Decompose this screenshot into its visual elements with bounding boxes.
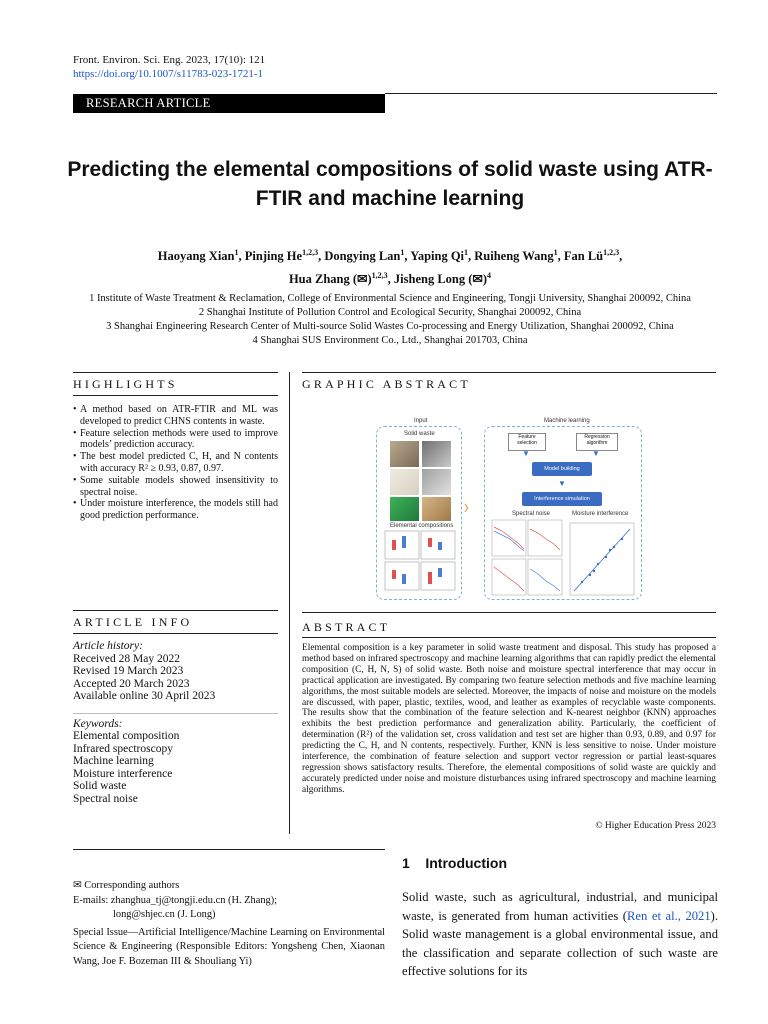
abstract-rule-top [302,612,716,613]
author-line-1: Haoyang Xian$^1$, Pinjing He$^{1,2,3}$, Dongying Lan$^1$, Yaping Qi$^1$, Ruiheng Wang$^1$, Fan Lü$^{1,2,3}$, [157,248,623,264]
article-info-rule-top [73,610,278,611]
affiliations [40,292,740,348]
ga-moisture-label: Moisture interference [572,511,629,517]
chevron-right-icon: ❯ [463,503,470,512]
author-list [80,243,700,289]
highlights-rule-top [73,372,278,373]
introduction-heading: 1 Introduction [402,855,507,871]
highlight-item: • Some suitable models showed insensitivity to spectral noise. [73,475,278,499]
graphic-abstract-heading: GRAPHIC ABSTRACT [302,377,471,391]
affiliation: 1 Institute of Waste Treatment & Reclamation, College of Environmental Science and Engineering, Tongji University, Shanghai 200092, China [89,293,691,304]
highlights-list [73,404,278,522]
ga-input-label: Input [414,418,428,424]
elemental-boxplots [384,530,456,592]
waste-photo [390,469,419,495]
graphic-abstract-figure [376,412,642,602]
info-divider [73,703,278,714]
history-item: Accepted 20 March 2023 [73,677,190,690]
highlight-item: • Under moisture interference, the models still had good prediction performance. [73,498,278,522]
highlight-item: • Feature selection methods were used to improve models’ prediction accuracy. [73,428,278,452]
footnote [73,879,385,969]
author: Pinjing He$^{1,2,3}$ [244,248,319,264]
highlight-item: • The best model predicted C, H, and N contents with accuracy R² ≥ 0.93, 0.87, 0.97. [73,451,278,475]
author: Jisheng Long (✉)$^4$ [393,271,492,287]
author: Fan Lü$^{1,2,3}$ [563,248,620,264]
keyword: Moisture interference [73,767,173,780]
article-info [73,640,283,805]
interference-plots [490,519,638,597]
keyword: Solid waste [73,780,127,792]
copyright: © Higher Education Press 2023 [595,821,716,831]
waste-photo [422,441,451,467]
ga-regression-box: Regression algorithm [576,433,618,451]
special-issue-note: Special Issue—Artificial Intelligence/Machine Learning on Environmental Science & Engineering (Responsible Editors: Yongsheng Chen, Xiaonan Wang, Joe F. Bozeman III & Shouliang Yi) [73,926,385,967]
author: Hua Zhang (✉)$^{1,2,3}$ [288,271,388,287]
author: Ruiheng Wang$^1$ [474,248,558,264]
paper-title: Predicting the elemental compositions of solid waste using ATR-FTIR and machine learning [67,158,713,210]
emails-line: long@shjec.cn (J. Long) [113,909,216,920]
highlights-heading: HIGHLIGHTS [73,377,178,391]
affiliation: 4 Shanghai SUS Environment Co., Ltd., Shanghai 201703, China [252,335,528,346]
ga-solid-waste-label: Solid waste [404,431,435,437]
affiliation: 2 Shanghai Institute of Pollution Control and Ecological Security, Shanghai 200092, China [198,307,582,318]
graphic-abstract-rule-top [302,372,716,373]
author-line-2: Hua Zhang (✉)$^{1,2,3}$, Jisheng Long (✉)$^4$ [288,271,492,287]
ga-spectral-noise-label: Spectral noise [512,511,551,517]
highlights-rule [73,395,278,396]
waste-photo [390,441,419,467]
arrow-down-icon: ▼ [522,449,530,458]
ga-ml-label: Machine learning [544,418,590,424]
highlight-item: • A method based on ATR-FTIR and ML was developed to predict CHNS contents in waste. [73,404,278,428]
keyword: Infrared spectroscopy [73,742,173,755]
corresponding-label: ✉ Corresponding authors [73,880,180,891]
citation-link[interactable]: Ren et al., 2021 [627,908,711,923]
keywords-label: Keywords: [73,717,123,730]
arrow-down-icon: ▼ [558,479,566,488]
article-info-rule [73,633,278,634]
abstract-heading: ABSTRACT [302,620,391,634]
ga-feature-box: Feature selection [508,433,546,451]
arrow-down-icon: ▼ [592,449,600,458]
header-rule [385,93,717,94]
author: Dongying Lan$^1$ [324,248,405,264]
article-info-heading: ARTICLE INFO [73,615,193,629]
ga-elemental-label: Elemental compositions [390,523,454,529]
keyword: Machine learning [73,755,154,767]
keyword: Spectral noise [73,792,138,805]
author: Yaping Qi$^1$ [410,248,469,264]
history-item: Available online 30 April 2023 [73,690,216,702]
waste-photo [390,497,419,521]
abstract-rule [302,637,716,638]
history-item: Revised 19 March 2023 [73,665,184,677]
abstract-text: Elemental composition is a key parameter in solid waste treatment and disposal. This study has proposed a method based on infrared spectroscopy and machine learning algorithms that can rapidly predict the elemental composition (C, H, N, S) of solid waste. Both noise and moisture spectral interference that may occur in practical application are investigated. By comparing two feature selection methods and five machine learning algorithms, the most suitable models are selected. Moreover, the impacts of noise and moisture on the models are discussed, with paper, plastic, textiles, wood, and leather as examples of recyclable waste components. The results show that the combination of the feature selection and K-nearest neighbor (KNN) approaches exhibits the best prediction performance and generalization ability. Particularly, the coefficient of determination (R²) of the validation set, cross validation and test set are higher than 0.93, 0.89, and 0.97 for predicting the C, H, and N contents, respectively. Further, KNN is less sensitive to noise. Under moisture interference, the combination of feature selection and support vector regression or partial least-squares regression shows satisfactory results. Therefore, the elemental compositions of solid waste are quickly and accurately predicted under noise and moisture disturbances using infrared spectroscopy and machine learning algorithms. [302,643,716,795]
emails-line: E-mails: zhanghua_tj@tongji.edu.cn (H. Zhang); [73,894,278,906]
history-item: Received 28 May 2022 [73,652,180,665]
column-divider [289,372,290,834]
journal-citation: Front. Environ. Sci. Eng. 2023, 17(10): 121 [73,54,266,66]
history-label: Article history: [73,640,143,652]
author: Haoyang Xian$^1$ [157,248,239,264]
footnote-rule [73,849,385,850]
journal-header [73,53,265,81]
keyword: Elemental composition [73,730,180,742]
doi-link[interactable]: https://doi.org/10.1007/s11783-023-1721-1 [73,68,264,80]
introduction-text: Solid waste, such as agricultural, industrial, and municipal waste, is generated from human activities (Ren et al., 2021). Solid waste management is a global environmental issue, and the classification and separate collection of such waste are effective solutions for its [402,890,718,979]
ga-interference-sim: Interference simulation [522,492,602,506]
ga-model-building: Model building [532,462,592,476]
affiliation: 3 Shanghai Engineering Research Center of Multi-source Solid Wastes Co-processing and Energy Utilization, Shanghai 200092, China [106,321,674,332]
waste-photo [422,469,451,495]
article-type-banner: RESEARCH ARTICLE [73,94,385,113]
waste-photo [422,497,451,521]
